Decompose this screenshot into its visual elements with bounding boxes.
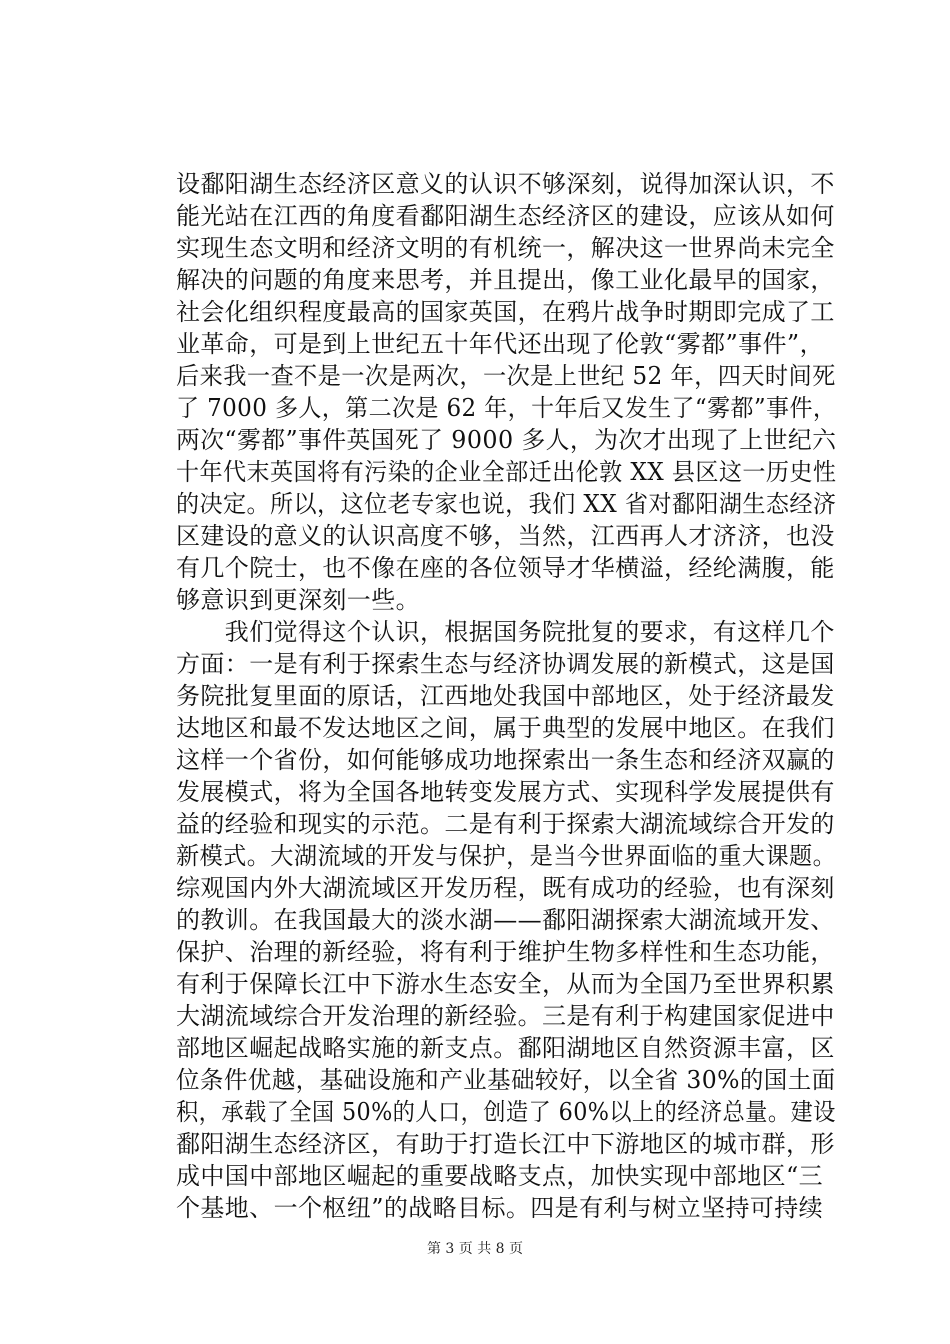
text-line: 我们觉得这个认识，根据国务院批复的要求，有这样几个: [176, 618, 835, 646]
text-line: 发展模式，将为全国各地转变发展方式、实现科学发展提供有: [176, 778, 835, 806]
text-line: 有利于保障长江中下游水生态安全，从而为全国乃至世界积累: [176, 970, 835, 998]
text-line: 设鄱阳湖生态经济区意义的认识不够深刻，说得加深认识，不: [176, 170, 835, 198]
text-line: 区建设的意义的认识高度不够，当然，江西再人才济济，也没: [176, 522, 835, 550]
text-line: 后来我一查不是一次是两次，一次是上世纪 52 年，四天时间死: [176, 362, 836, 390]
text-line: 成中国中部地区崛起的重要战略支点，加快实现中部地区“三: [176, 1162, 824, 1190]
text-line: 的教训。在我国最大的淡水湖——鄱阳湖探索大湖流域开发、: [176, 906, 835, 934]
text-line: 位条件优越，基础设施和产业基础较好，以全省 30%的国土面: [176, 1066, 836, 1094]
text-line: 解决的问题的角度来思考，并且提出，像工业化最早的国家，: [176, 266, 835, 294]
text-line: 的决定。所以，这位老专家也说，我们 XX 省对鄱阳湖生态经济: [176, 490, 837, 518]
text-line: 部地区崛起战略实施的新支点。鄱阳湖地区自然资源丰富，区: [176, 1034, 835, 1062]
text-line: 社会化组织程度最高的国家英国，在鸦片战争时期即完成了工: [176, 298, 835, 326]
page-footer: 第 3 页 共 8 页: [426, 1241, 524, 1257]
text-line: 保护、治理的新经验，将有利于维护生物多样性和生态功能，: [176, 938, 835, 966]
text-line: 业革命，可是到上世纪五十年代还出现了伦敦“雾都”事件”，: [176, 330, 825, 358]
text-line: 积，承载了全国 50%的人口，创造了 60%以上的经济总量。建设: [176, 1098, 836, 1126]
text-line: 综观国内外大湖流域区开发历程，既有成功的经验，也有深刻: [176, 874, 835, 902]
text-line: 十年代末英国将有污染的企业全部迁出伦敦 XX 县区这一历史性: [176, 458, 837, 486]
text-line: 大湖流域综合开发治理的新经验。三是有利于构建国家促进中: [176, 1002, 835, 1030]
text-line: 实现生态文明和经济文明的有机统一，解决这一世界尚未完全: [176, 234, 835, 262]
text-line: 两次“雾都”事件英国死了 9000 多人，为次才出现了上世纪六: [176, 426, 837, 454]
text-line: 这样一个省份，如何能够成功地探索出一条生态和经济双赢的: [176, 746, 835, 774]
text-line: 了 7000 多人，第二次是 62 年，十年后又发生了“雾都”事件，: [176, 394, 837, 422]
text-line: 务院批复里面的原话，江西地处我国中部地区，处于经济最发: [176, 682, 835, 710]
text-line: 能光站在江西的角度看鄱阳湖生态经济区的建设，应该从如何: [176, 202, 835, 230]
text-line: 新模式。大湖流域的开发与保护，是当今世界面临的重大课题。: [176, 842, 837, 870]
text-line: 个基地、一个枢纽”的战略目标。四是有利与树立坚持可持续: [176, 1194, 824, 1222]
text-line: 方面：一是有利于探索生态与经济协调发展的新模式，这是国: [176, 650, 835, 678]
text-line: 达地区和最不发达地区之间，属于典型的发展中地区。在我们: [176, 714, 835, 742]
text-line: 有几个院士，也不像在座的各位领导才华横溢，经纶满腹，能: [176, 554, 835, 582]
text-line: 益的经验和现实的示范。二是有利于探索大湖流域综合开发的: [176, 810, 835, 838]
text-line: 够意识到更深刻一些。: [176, 586, 420, 614]
text-line: 鄱阳湖生态经济区，有助于打造长江中下游地区的城市群，形: [176, 1130, 835, 1158]
body-text: [176, 168, 836, 1224]
